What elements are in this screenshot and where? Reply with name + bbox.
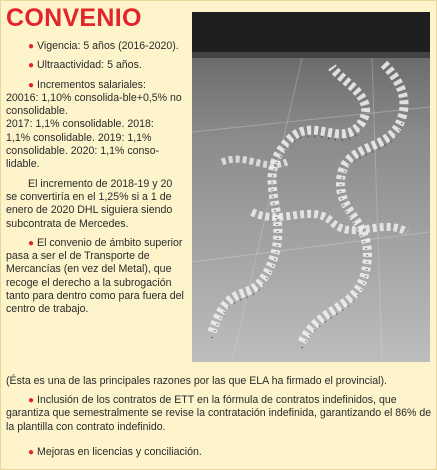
item-ultraactividad: ● Ultraactividad: 5 años. [28, 59, 142, 72]
item-mejoras: ● Mejoras en licencias y conciliación. [28, 446, 202, 458]
bullet-icon: ● [28, 237, 35, 249]
item-vigencia: ● Vigencia: 5 años (2016-2020). [28, 40, 179, 52]
photo-umbrella-formation [192, 12, 430, 362]
page-title: CONVENIO [6, 4, 142, 32]
incremento-2018: 1,1% consolidable. 2019: 1,1% [6, 131, 152, 144]
incremento-2017: 2017: 1,1% consolidable. 2018: [6, 118, 154, 131]
bullet-icon: ● [28, 41, 35, 52]
bullet-icon: ● [28, 60, 35, 72]
item-ambito-note: (Ésta es una de las principales razones por las que ELA ha firmado el provincial). [6, 375, 387, 387]
item-incremento-2018: El incremento de 2018-19 y 20 se convertiría en el 1,25% si a 1 de enero de 2020 DHL siguiera siendo subcontrata de Mercedes. [6, 177, 173, 230]
bullet-icon: ● [28, 395, 35, 406]
photo-image [192, 12, 430, 362]
bullet-icon: ● [28, 447, 35, 458]
item-ambito: ● El convenio de ámbito superior pasa a ser el de Transporte de Mercancías (en vez del Metal), que recoge el derecho a la subrogación tanto para dentro como para fuera del centro de trabajo. [6, 236, 184, 316]
left-column [6, 40, 186, 323]
item-ett: ● Inclusión de los contratos de ETT en la fórmula de contratos indefinidos, que garantiza que semestralmente se revise la contratación indefinida, garantizando el 86% de la plantilla con contrato indefinido. [6, 394, 432, 433]
incremento-2019: consolidable. 2020: 1,1% conso-lidable. [6, 145, 160, 171]
incremento-2016: 20016: 1,10% consolida-ble+0,5% no consolidable. [6, 91, 182, 118]
item-incrementos: ● Incrementos salariales: 20016: 1,10% consolida-ble+0,5% no consolidable. 2017: 1,1% consolidable. 2018: 1,1% consolidable. 2019: 1,1% consolidable. 2020: 1,1% conso-lidable. [6, 78, 182, 171]
bullet-icon: ● [28, 79, 35, 91]
